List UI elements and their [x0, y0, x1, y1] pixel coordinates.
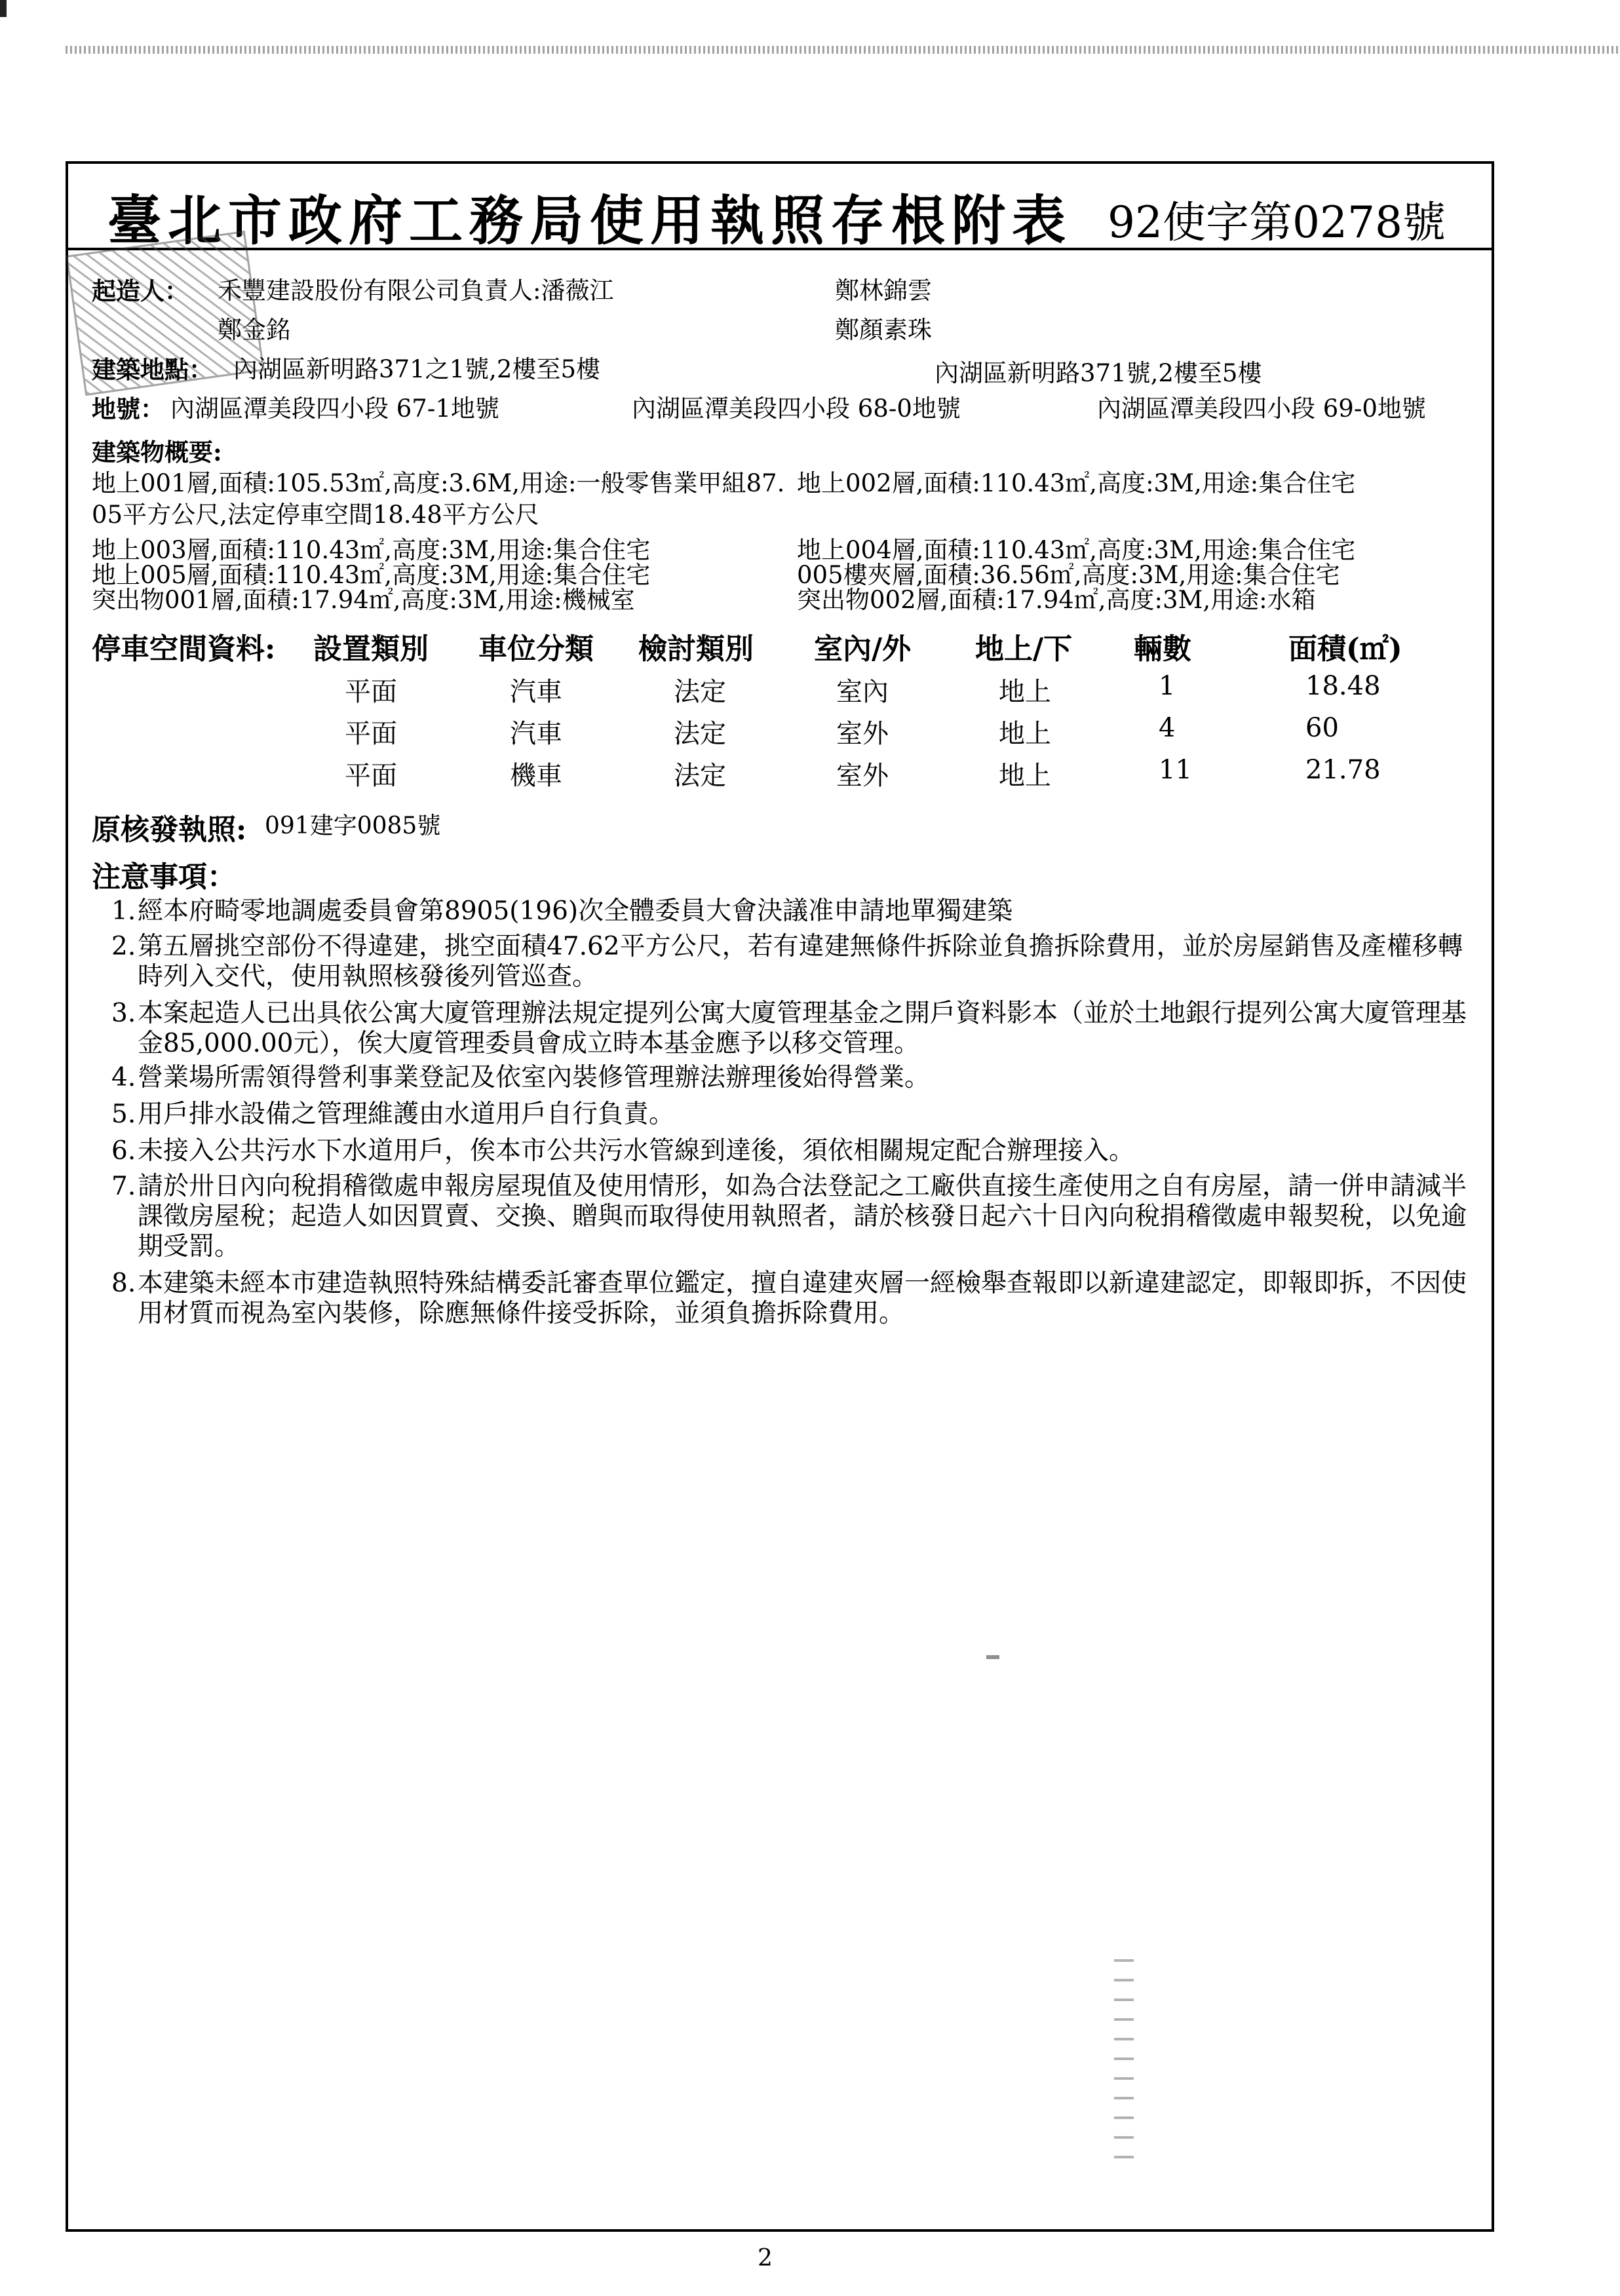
note-number: 1. [111, 896, 136, 926]
parking-cell: 汽車 [510, 677, 562, 707]
note-item [111, 1136, 1475, 1166]
site-address-1: 內湖區新明路371之1號,2樓至5樓 [233, 355, 601, 383]
lot-1: 內湖區潭美段四小段 67-1地號 [170, 394, 499, 423]
applicant-line2-right: 鄭顏素珠 [835, 316, 932, 344]
title-band [68, 164, 1492, 250]
parking-cell: 法定 [674, 719, 726, 749]
parking-col-header: 設置類別 [313, 632, 429, 666]
parking-cell: 室外 [836, 761, 889, 791]
building-label: 建築物概要: [92, 438, 222, 467]
original-permit-value: 091建字0085號 [265, 813, 441, 839]
parking-cell: 11 [1159, 755, 1192, 785]
parking-cell: 18.48 [1305, 671, 1381, 701]
note-number: 8. [111, 1269, 136, 1298]
parking-cell: 室內 [836, 677, 889, 707]
note-number: 4. [111, 1063, 136, 1092]
lot-3: 內湖區潭美段四小段 69-0地號 [1097, 394, 1426, 423]
parking-cell: 地上 [999, 677, 1051, 707]
applicant-line1-right: 鄭林錦雲 [835, 277, 932, 305]
building-floor-5-mezzanine: 005樓夾層,面積:36.56㎡,高度:3M,用途:集合住宅 [797, 561, 1340, 589]
lot-label: 地號： [92, 394, 164, 423]
parking-cell: 21.78 [1305, 755, 1381, 785]
note-number: 2. [111, 932, 136, 961]
lot-2: 內湖區潭美段四小段 68-0地號 [632, 394, 961, 423]
document-title: 臺北市政府工務局使用執照存根附表 [107, 189, 1073, 252]
note-number: 6. [111, 1136, 136, 1166]
parking-cell: 法定 [674, 677, 726, 707]
note-text: 用戶排水設備之管理維護由水道用戶自行負責。 [138, 1100, 675, 1129]
note-text: 第五層挑空部份不得違建，挑空面積47.62平方公尺，若有違建無條件拆除並負擔拆除費用，並於房屋銷售及產權移轉時列入交代，使用執照核發後列管巡查。 [138, 932, 1463, 991]
parking-cell: 機車 [510, 761, 562, 791]
building-parking-note: 05平方公尺,法定停車空間18.48平方公尺 [92, 501, 539, 529]
parking-cell: 1 [1159, 671, 1176, 701]
parking-col-header: 室內/外 [814, 632, 912, 666]
building-floor-3: 地上003層,面積:110.43㎡,高度:3M,用途:集合住宅 [92, 536, 651, 564]
parking-label: 停車空間資料: [92, 632, 276, 666]
scan-speck [986, 1655, 999, 1659]
applicant-line1-left: 禾豐建設股份有限公司負責人:潘薇江 [218, 277, 614, 305]
parking-cell: 地上 [999, 719, 1051, 749]
note-number: 3. [111, 999, 136, 1028]
parking-cell: 4 [1159, 713, 1176, 743]
note-text: 未接入公共污水下水道用戶，俟本市公共污水管線到達後，須依相關規定配合辦理接入。 [138, 1136, 1135, 1166]
building-floor-4: 地上004層,面積:110.43㎡,高度:3M,用途:集合住宅 [797, 536, 1356, 564]
note-item [111, 1269, 1475, 1329]
parking-cell: 平面 [345, 677, 397, 707]
parking-cell: 地上 [999, 761, 1051, 791]
note-item [111, 1100, 1475, 1130]
parking-col-header: 輛數 [1134, 632, 1191, 666]
parking-col-header: 地上/下 [975, 632, 1073, 666]
building-floor-1: 地上001層,面積:105.53㎡,高度:3.6M,用途:一般零售業甲組87. [92, 469, 785, 497]
building-roof-1: 突出物001層,面積:17.94㎡,高度:3M,用途:機械室 [92, 586, 635, 614]
scan-specks [1114, 1959, 1134, 2175]
parking-cell: 60 [1305, 713, 1339, 743]
note-item [111, 1063, 1475, 1093]
parking-cell: 汽車 [510, 719, 562, 749]
note-text: 本建築未經本市建造執照特殊結構委託審查單位鑑定，擅自違建夾層一經檢舉查報即以新違建認定，即報即拆，不因使用材質而視為室內裝修，除應無條件接受拆除，並須負擔拆除費用。 [138, 1269, 1467, 1328]
parking-cell: 室外 [836, 719, 889, 749]
note-item [111, 1172, 1475, 1262]
building-roof-2: 突出物002層,面積:17.94㎡,高度:3M,用途:水箱 [797, 586, 1316, 614]
note-text: 請於卅日內向稅捐稽徵處申報房屋現值及使用情形，如為合法登記之工廠供直接生產使用之自有房屋，請一併申請減半課徵房屋稅；起造人如因買賣、交換、贈與而取得使用執照者，請於核發日起六十日內向稅捐稽徵處申報契稅，以免逾期受罰。 [138, 1172, 1467, 1261]
parking-col-header: 檢討類別 [638, 632, 754, 666]
original-permit-label: 原核發執照: [92, 813, 247, 847]
note-item [111, 932, 1475, 992]
site-address-2: 內湖區新明路371號,2樓至5樓 [935, 359, 1262, 387]
parking-cell: 法定 [674, 761, 726, 791]
parking-cell: 平面 [345, 719, 397, 749]
parking-cell: 平面 [345, 761, 397, 791]
note-item [111, 999, 1475, 1059]
parking-col-header: 面積(㎡) [1288, 632, 1402, 666]
document-frame [66, 161, 1494, 2232]
note-text: 經本府畸零地調處委員會第8905(196)次全體委員大會決議准申請地單獨建築 [138, 896, 1013, 926]
note-text: 本案起造人已出具依公寓大廈管理辦法規定提列公寓大廈管理基金之開戶資料影本（並於土地銀行提列公寓大廈管理基金85,000.00元），俟大廈管理委員會成立時本基金應予以移交管理。 [138, 999, 1467, 1058]
note-number: 7. [111, 1172, 136, 1201]
scan-artifact-line [66, 46, 1620, 54]
permit-number: 92使字第0278號 [1108, 197, 1446, 248]
page-number: 2 [758, 2245, 773, 2272]
notes-title: 注意事項： [92, 860, 236, 894]
applicant-line2-left: 鄭金銘 [218, 316, 290, 344]
parking-col-header: 車位分類 [478, 632, 594, 666]
site-label: 建築地點： [92, 355, 213, 384]
applicant-label: 起造人： [92, 277, 189, 305]
note-item [111, 896, 1475, 927]
note-number: 5. [111, 1100, 136, 1129]
scan-edge-mark [0, 0, 7, 17]
building-floor-5: 地上005層,面積:110.43㎡,高度:3M,用途:集合住宅 [92, 561, 651, 589]
note-text: 營業場所需領得營利事業登記及依室內裝修管理辦法辦理後始得營業。 [138, 1063, 931, 1092]
building-floor-2: 地上002層,面積:110.43㎡,高度:3M,用途:集合住宅 [797, 469, 1356, 497]
